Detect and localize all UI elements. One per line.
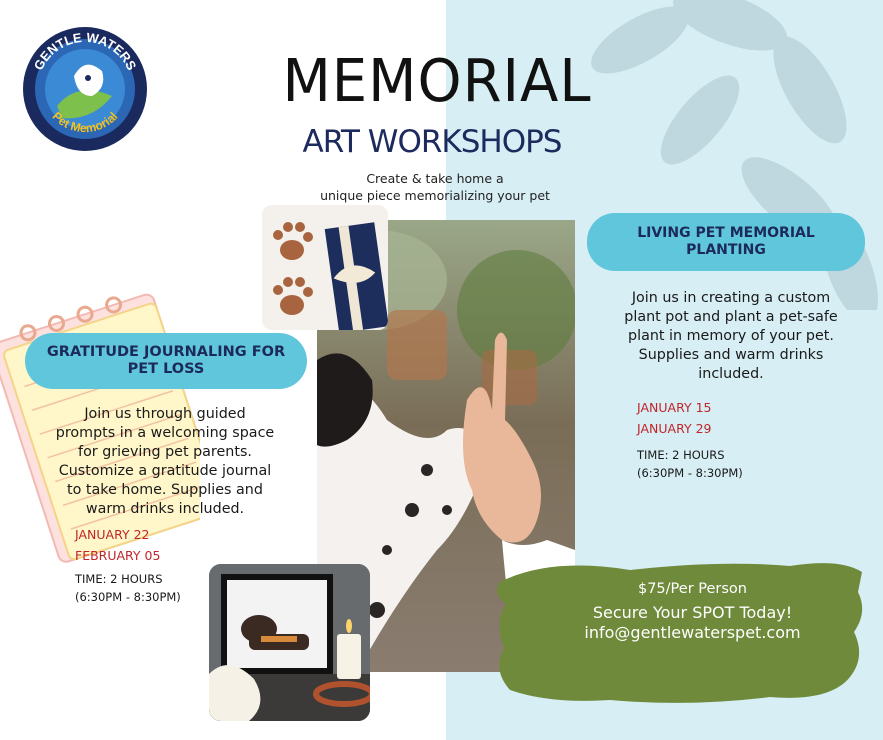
right-title-line-2: PLANTING xyxy=(686,242,766,258)
left-desc-line: to take home. Supplies and xyxy=(67,482,263,498)
cta-block xyxy=(540,603,845,643)
frame-candle-illustration xyxy=(209,564,370,721)
left-desc-line: prompts in a welcoming space xyxy=(55,425,275,441)
left-time-line-1: TIME: 2 HOURS xyxy=(75,572,163,586)
tagline xyxy=(290,170,580,204)
left-desc-line: Customize a gratitude journal xyxy=(58,463,272,479)
left-description xyxy=(35,405,295,519)
right-title-line-1: LIVING PET MEMORIAL xyxy=(637,225,815,241)
left-time-line-2: (6:30PM - 8:30PM) xyxy=(75,590,181,604)
price-text: $75/Per Person xyxy=(637,581,747,597)
right-time-line-1: TIME: 2 HOURS xyxy=(637,448,725,462)
left-date-2: FEBRUARY 05 xyxy=(75,548,161,563)
page-subtitle: ART WORKSHOPS xyxy=(302,124,562,160)
right-desc-line: plant pot and plant a pet-safe xyxy=(624,309,838,325)
left-desc-line: Join us through guided xyxy=(84,406,246,422)
gratitude-journaling-title-pill xyxy=(25,333,307,389)
left-date-1: JANUARY 22 xyxy=(75,527,150,542)
right-desc-line: Supplies and warm drinks xyxy=(638,347,824,363)
right-desc-line: plant in memory of your pet. xyxy=(628,328,834,344)
svg-text:Pet Memorial xyxy=(50,109,121,135)
right-date-1: JANUARY 15 xyxy=(637,400,712,415)
logo-text-ring xyxy=(22,26,148,152)
paw-gift-illustration xyxy=(262,205,388,330)
page-title: MEMORIAL xyxy=(282,47,592,116)
logo-bottom-text: Pet Memorial xyxy=(49,109,121,136)
cta-email-link[interactable]: info@gentlewaterspet.com xyxy=(584,623,801,642)
logo-top-text: GENTLE WATERS xyxy=(30,29,140,73)
tagline-line-2: unique piece memorializing your pet xyxy=(320,188,550,203)
right-desc-line: included. xyxy=(698,366,764,382)
right-date-2: JANUARY 29 xyxy=(637,421,712,436)
left-title-line-1: GRATITUDE JOURNALING FOR xyxy=(46,344,286,360)
right-time-line-2: (6:30PM - 8:30PM) xyxy=(637,466,743,480)
left-desc-line: for grieving pet parents. xyxy=(78,444,252,460)
right-description xyxy=(600,289,862,384)
cta-headline: Secure Your SPOT Today! xyxy=(592,603,793,622)
left-title-line-2: PET LOSS xyxy=(127,361,205,377)
tagline-line-1: Create & take home a xyxy=(366,171,504,186)
right-desc-line: Join us in creating a custom xyxy=(631,290,831,306)
svg-text:GENTLE WATERS xyxy=(31,30,140,73)
left-desc-line: warm drinks included. xyxy=(85,501,245,517)
living-memorial-title-pill xyxy=(587,213,865,271)
dog-frame-candle-photo xyxy=(209,564,370,721)
paw-gift-photo xyxy=(262,205,388,330)
